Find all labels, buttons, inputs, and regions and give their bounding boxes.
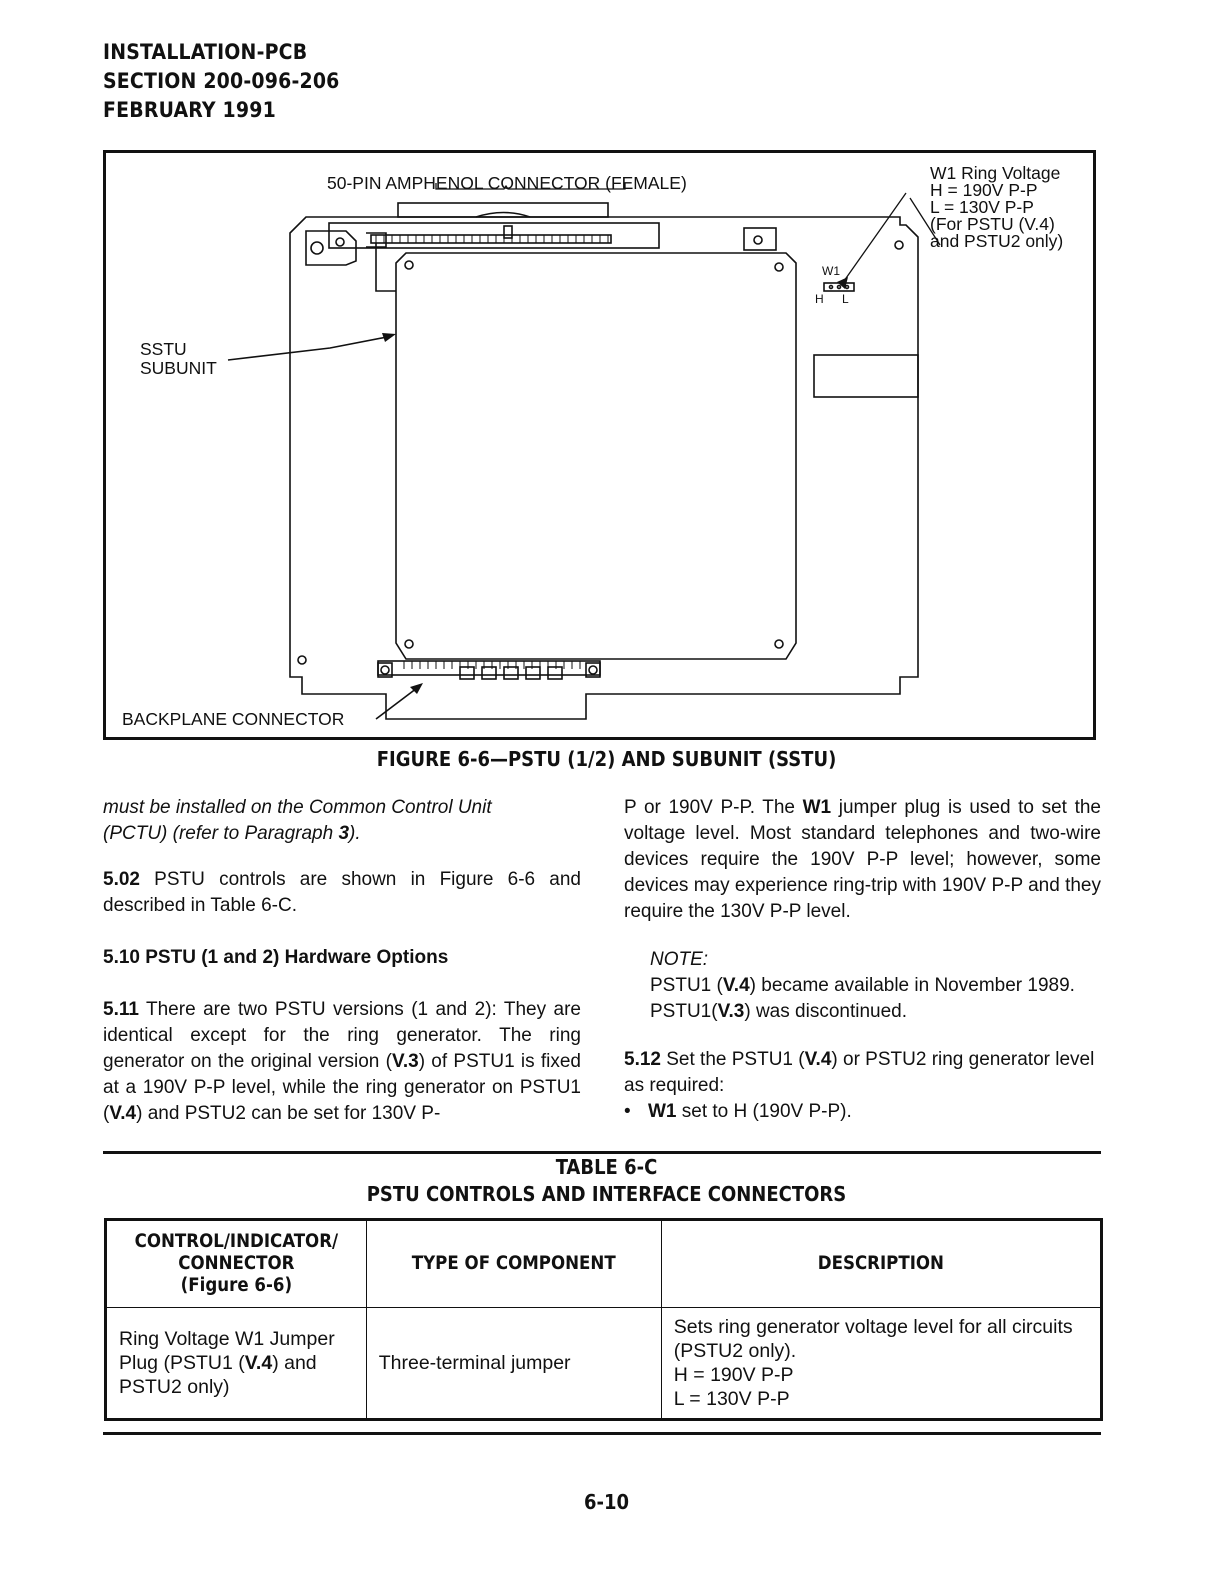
amphenol-connector-label: 50-PIN AMPHENOL CONNECTOR (FEMALE) [327,173,687,193]
w1-jumper-name: W1 [822,264,840,278]
heading-5-10: 5.10 PSTU (1 and 2) Hardware Options [103,947,449,968]
sstu-subunit-board [396,253,796,659]
sstu-subunit-label: SSTU SUBUNIT [140,339,217,378]
w1-l-terminal: L [842,292,849,306]
paragraph-5-11: 5.11 There are two PSTU versions (1 and 2): They are identical except for the ring generator. The ring generator on the original version (V.3) of PSTU1 is fixed at a 190V P-P level, while the ring generator on PSTU1 (V.4) and PSTU2 can be set for 130V P- [103,999,581,1124]
header-section: SECTION 200-096-206 [103,69,340,93]
side-connector [814,355,918,397]
note-title: NOTE: [650,949,709,970]
w1-h-terminal: H [815,292,824,306]
backplane-pin-strip [378,661,600,675]
page-number: 6-10 [583,1490,630,1514]
table-header-row [106,1220,1102,1308]
right-column [624,795,1101,1125]
header-description: DESCRIPTION [661,1220,1101,1308]
figure-6-6 [103,150,1096,740]
backplane-connector-label: BACKPLANE CONNECTOR [122,709,345,729]
w1-ring-voltage-label: W1 Ring Voltage H = 190V P-P L = 130V P-P (For PSTU (V.4) and PSTU2 only) [930,163,1064,251]
table-title: TABLE 6-C PSTU CONTROLS AND INTERFACE CONNECTORS [366,1155,847,1206]
note-block [650,947,1101,1025]
intro-continuation: must be installed on the Common Control Unit (PCTU) (refer to Paragraph 3). [103,797,492,844]
header-type-of-component: TYPE OF COMPONENT [366,1220,661,1308]
note-text: PSTU1 (V.4) became available in November 1989. PSTU1(V.3) was discontinued. [650,975,1075,1022]
paragraph-5-02: 5.02 PSTU controls are shown in Figure 6-6 and described in Table 6-C. [103,869,581,916]
header-doc-type: INSTALLATION-PCB [103,40,308,64]
amphenol-connector [398,203,608,217]
header-control-indicator: CONTROL/INDICATOR/ CONNECTOR (Figure 6-6) [106,1220,367,1308]
cell-description: Sets ring generator voltage level for all circuits (PSTU2 only). H = 190V P-P L = 130V P-P [661,1308,1101,1420]
bullet-icon: • [624,1101,631,1122]
bullet-w1-setting: • W1 set to H (190V P-P). [624,1099,1101,1125]
cell-component-type: Three-terminal jumper [366,1308,661,1420]
page-header [103,38,340,125]
table-row [106,1308,1102,1420]
cell-control-name: Ring Voltage W1 Jumper Plug (PSTU1 (V.4) and PSTU2 only) [106,1308,367,1420]
paragraph-5-11-continued: P or 190V P-P. The W1 jumper plug is used to set the voltage level. Most standard telephones and two-wire devices require the 190V P-P level; however, some devices may experience ring-trip with 190V P-P and they require the 130V P-P level. [624,797,1102,922]
left-column [103,795,581,1127]
w1-jumper [824,283,854,291]
paragraph-5-12: 5.12 Set the PSTU1 (V.4) or PSTU2 ring generator level as required: [624,1049,1095,1096]
pcb-board-outline [290,217,918,719]
controls-table [104,1218,1103,1421]
figure-caption: FIGURE 6-6—PSTU (1/2) AND SUBUNIT (SSTU) [376,747,837,771]
header-date: FEBRUARY 1991 [103,98,276,122]
table-bottom-rule [103,1432,1101,1435]
